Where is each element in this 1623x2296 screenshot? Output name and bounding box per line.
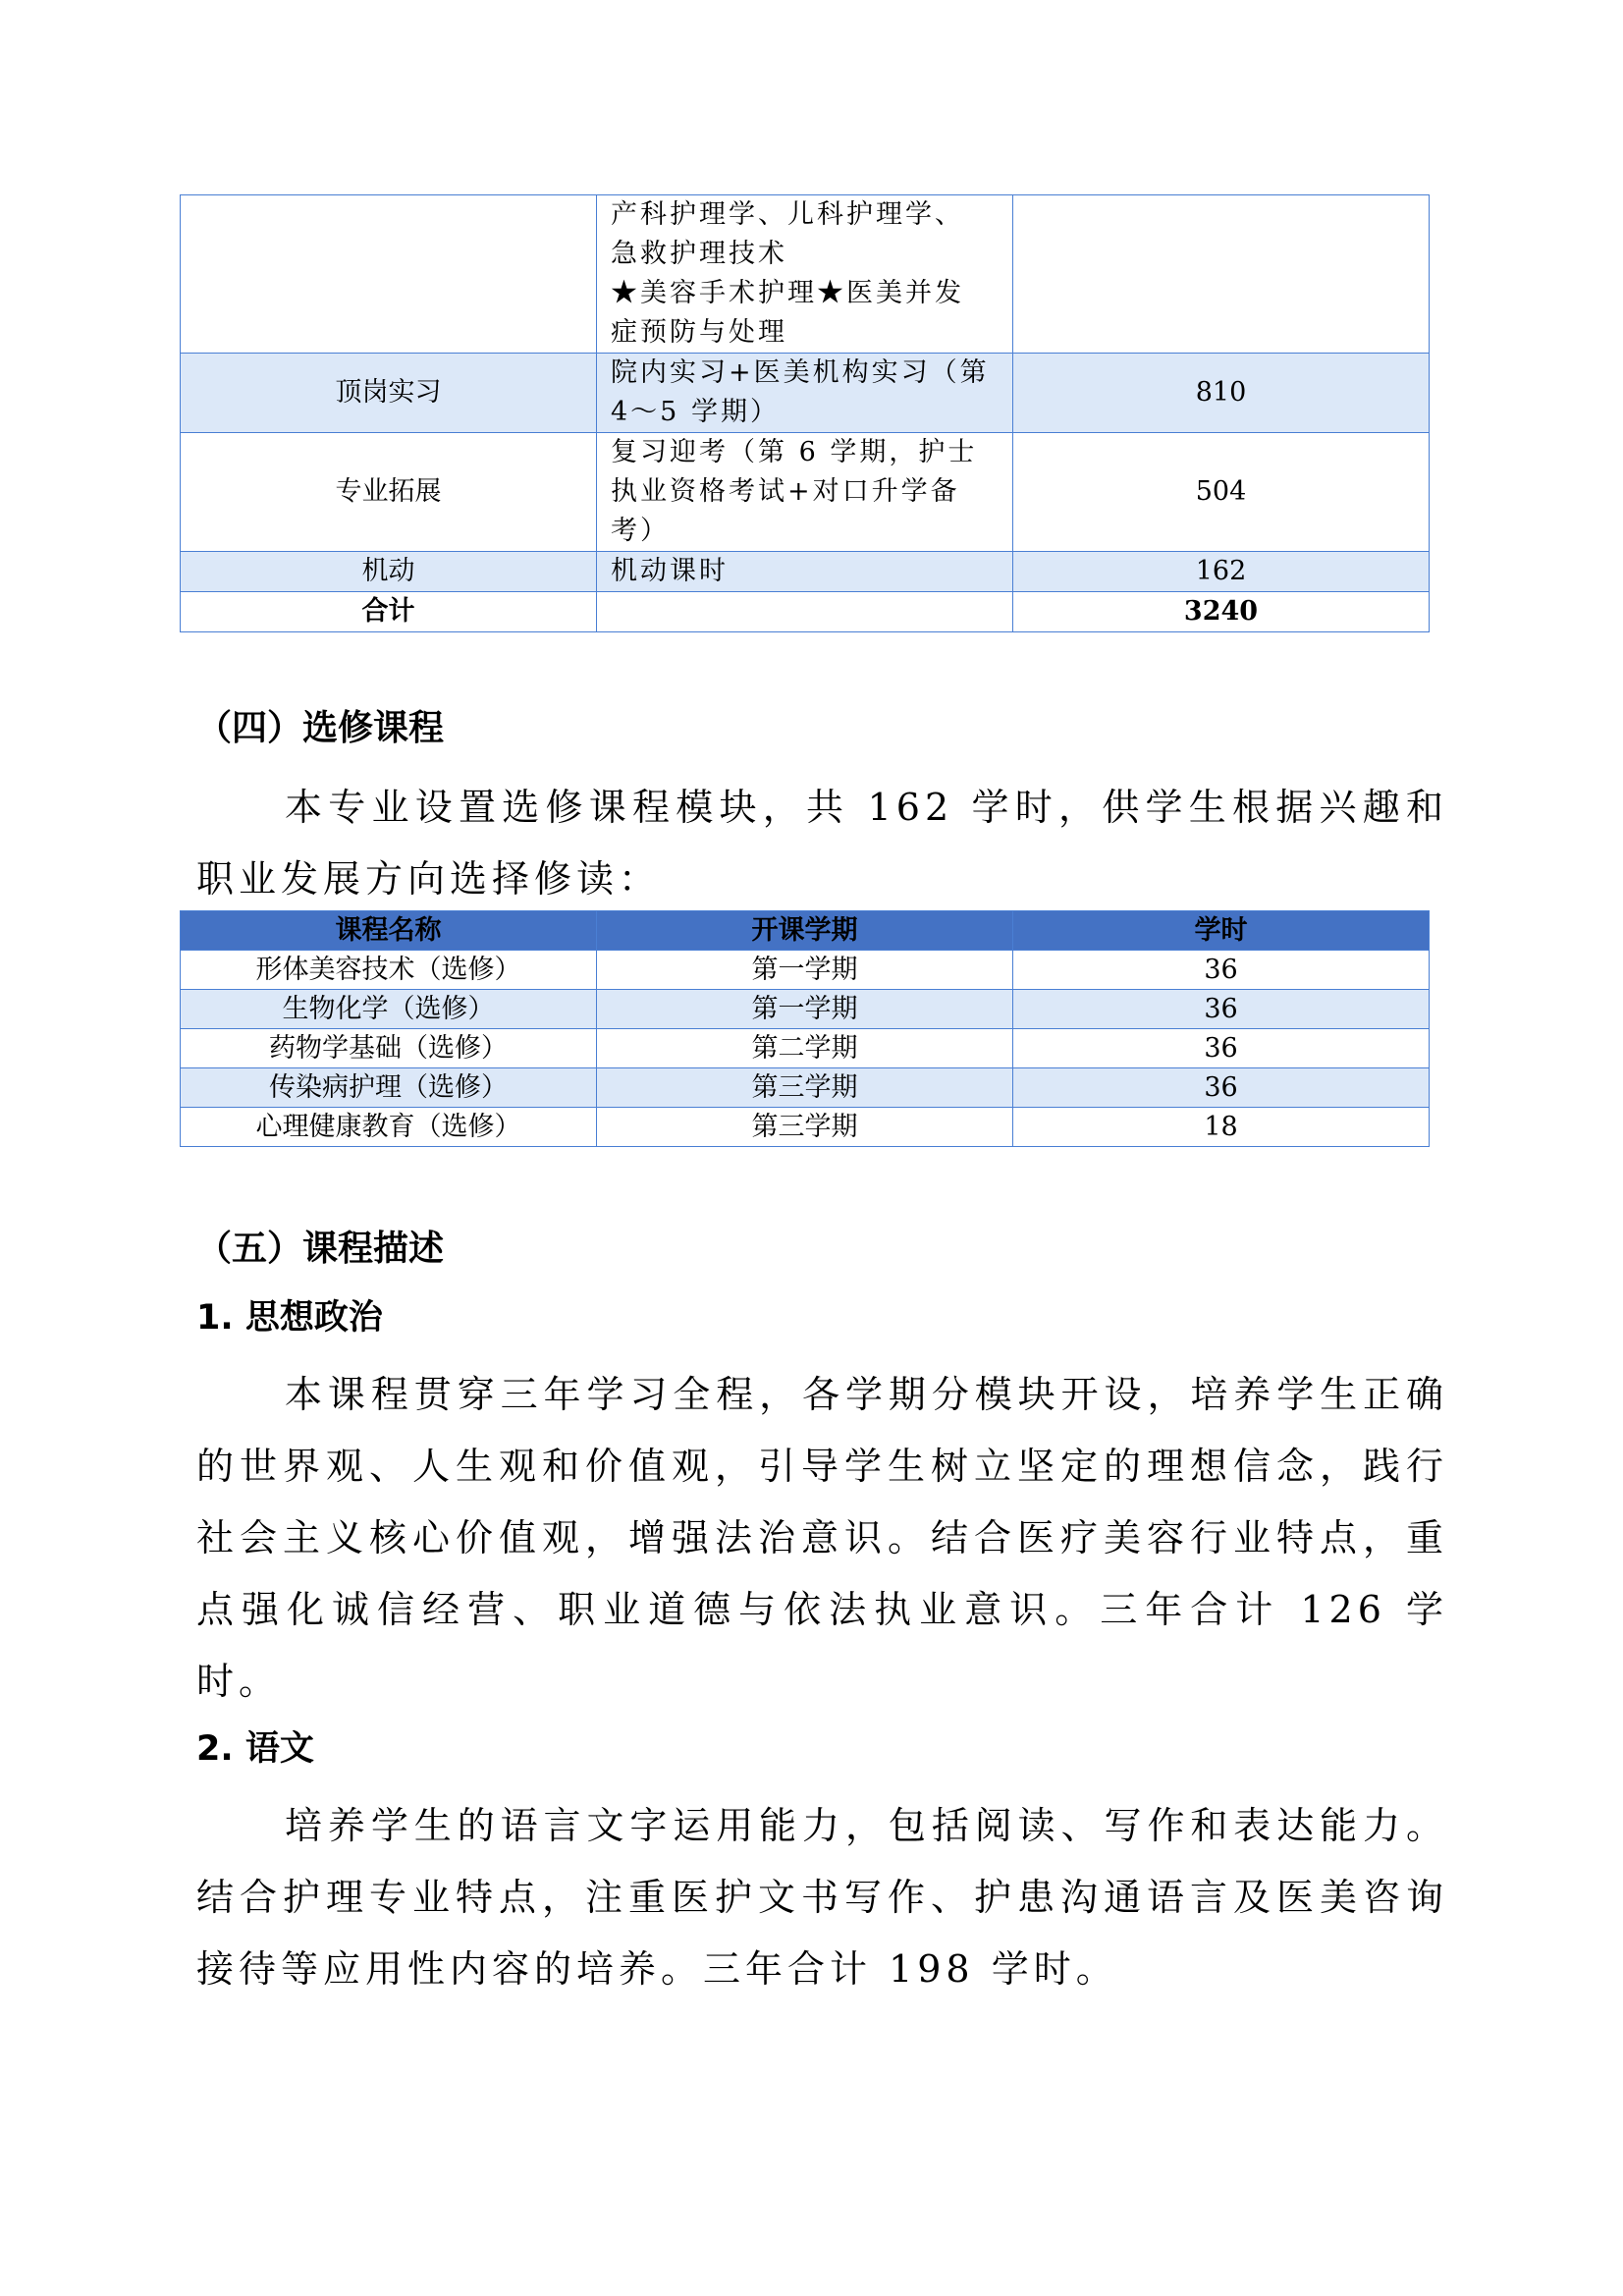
hours-cell: 36 [1013,1068,1430,1108]
content-line: 执业资格考试+对口升学备 [611,476,960,507]
table-row [181,1068,1430,1108]
course-paragraph-politics: 本课程贯穿三年学习全程，各学期分模块开设，培养学生正确的世界观、人生观和价值观，引导学生树立坚定的理想信念，践行社会主义核心价值观，增强法治意识。结合医疗美容行业特点，重点强化诚信经营、职业道德与依法执业意识。三年合计 126 学时。 [196,1373,1448,1703]
column-header: 开课学期 [597,911,1013,951]
table-row-total [181,592,1430,632]
table-header-row [181,911,1430,951]
content-line: ★美容手术护理★医美并发 [611,278,964,308]
table-row [181,990,1430,1029]
table-row [181,1029,1430,1068]
table-row [181,1108,1430,1147]
curriculum-hours-table [180,194,1430,632]
content-cell [597,195,1013,354]
section-heading-electives: （四）选修课程 [196,708,445,748]
column-header: 学时 [1013,911,1430,951]
hours-cell: 504 [1013,433,1430,552]
table-row [181,552,1430,592]
table-row [181,433,1430,552]
category-cell: 顶岗实习 [181,354,597,433]
category-cell: 专业拓展 [181,433,597,552]
hours-cell: 36 [1013,1029,1430,1068]
hours-cell [1013,195,1430,354]
section-heading-course-description: （五）课程描述 [196,1229,445,1269]
electives-intro-paragraph: 本专业设置选修课程模块，共 162 学时，供学生根据兴趣和职业发展方向选择修读： [196,786,1448,901]
category-cell: 机动 [181,552,597,592]
term-cell: 第一学期 [597,990,1013,1029]
hours-cell: 162 [1013,552,1430,592]
hours-cell: 36 [1013,990,1430,1029]
table-row [181,354,1430,433]
table-row [181,951,1430,990]
term-cell: 第一学期 [597,951,1013,990]
content-cell [597,552,1013,592]
hours-cell: 36 [1013,951,1430,990]
content-line: 机动课时 [611,556,729,586]
content-line: 急救护理技术 [611,239,787,269]
content-line: 4～5 学期） [611,397,780,427]
content-line: 症预防与处理 [611,317,787,348]
course-name-cell: 药物学基础（选修） [181,1029,597,1068]
total-hours-cell: 3240 [1013,592,1430,632]
content-line: 复习迎考（第 6 学期，护士 [611,437,978,467]
content-cell [597,433,1013,552]
term-cell: 第三学期 [597,1068,1013,1108]
content-line: 产科护理学、儿科护理学、 [611,199,964,230]
course-title-chinese: 2. 语文 [196,1729,314,1769]
hours-cell: 810 [1013,354,1430,433]
course-name-cell: 形体美容技术（选修） [181,951,597,990]
course-name-cell: 传染病护理（选修） [181,1068,597,1108]
category-cell [181,195,597,354]
content-line: 考） [611,516,670,546]
course-name-cell: 生物化学（选修） [181,990,597,1029]
column-header: 课程名称 [181,911,597,951]
electives-table [180,910,1430,1147]
term-cell: 第三学期 [597,1108,1013,1147]
course-name-cell: 心理健康教育（选修） [181,1108,597,1147]
total-label-cell: 合计 [181,592,597,632]
content-line: 院内实习+医美机构实习（第 [611,357,990,388]
table-row [181,195,1430,354]
content-cell [597,354,1013,433]
course-paragraph-chinese: 培养学生的语言文字运用能力，包括阅读、写作和表达能力。结合护理专业特点，注重医护文书写作、护患沟通语言及医美咨询接待等应用性内容的培养。三年合计 198 学时。 [196,1804,1448,1991]
term-cell: 第二学期 [597,1029,1013,1068]
course-title-politics: 1. 思想政治 [196,1298,383,1338]
content-cell [597,592,1013,632]
hours-cell: 18 [1013,1108,1430,1147]
